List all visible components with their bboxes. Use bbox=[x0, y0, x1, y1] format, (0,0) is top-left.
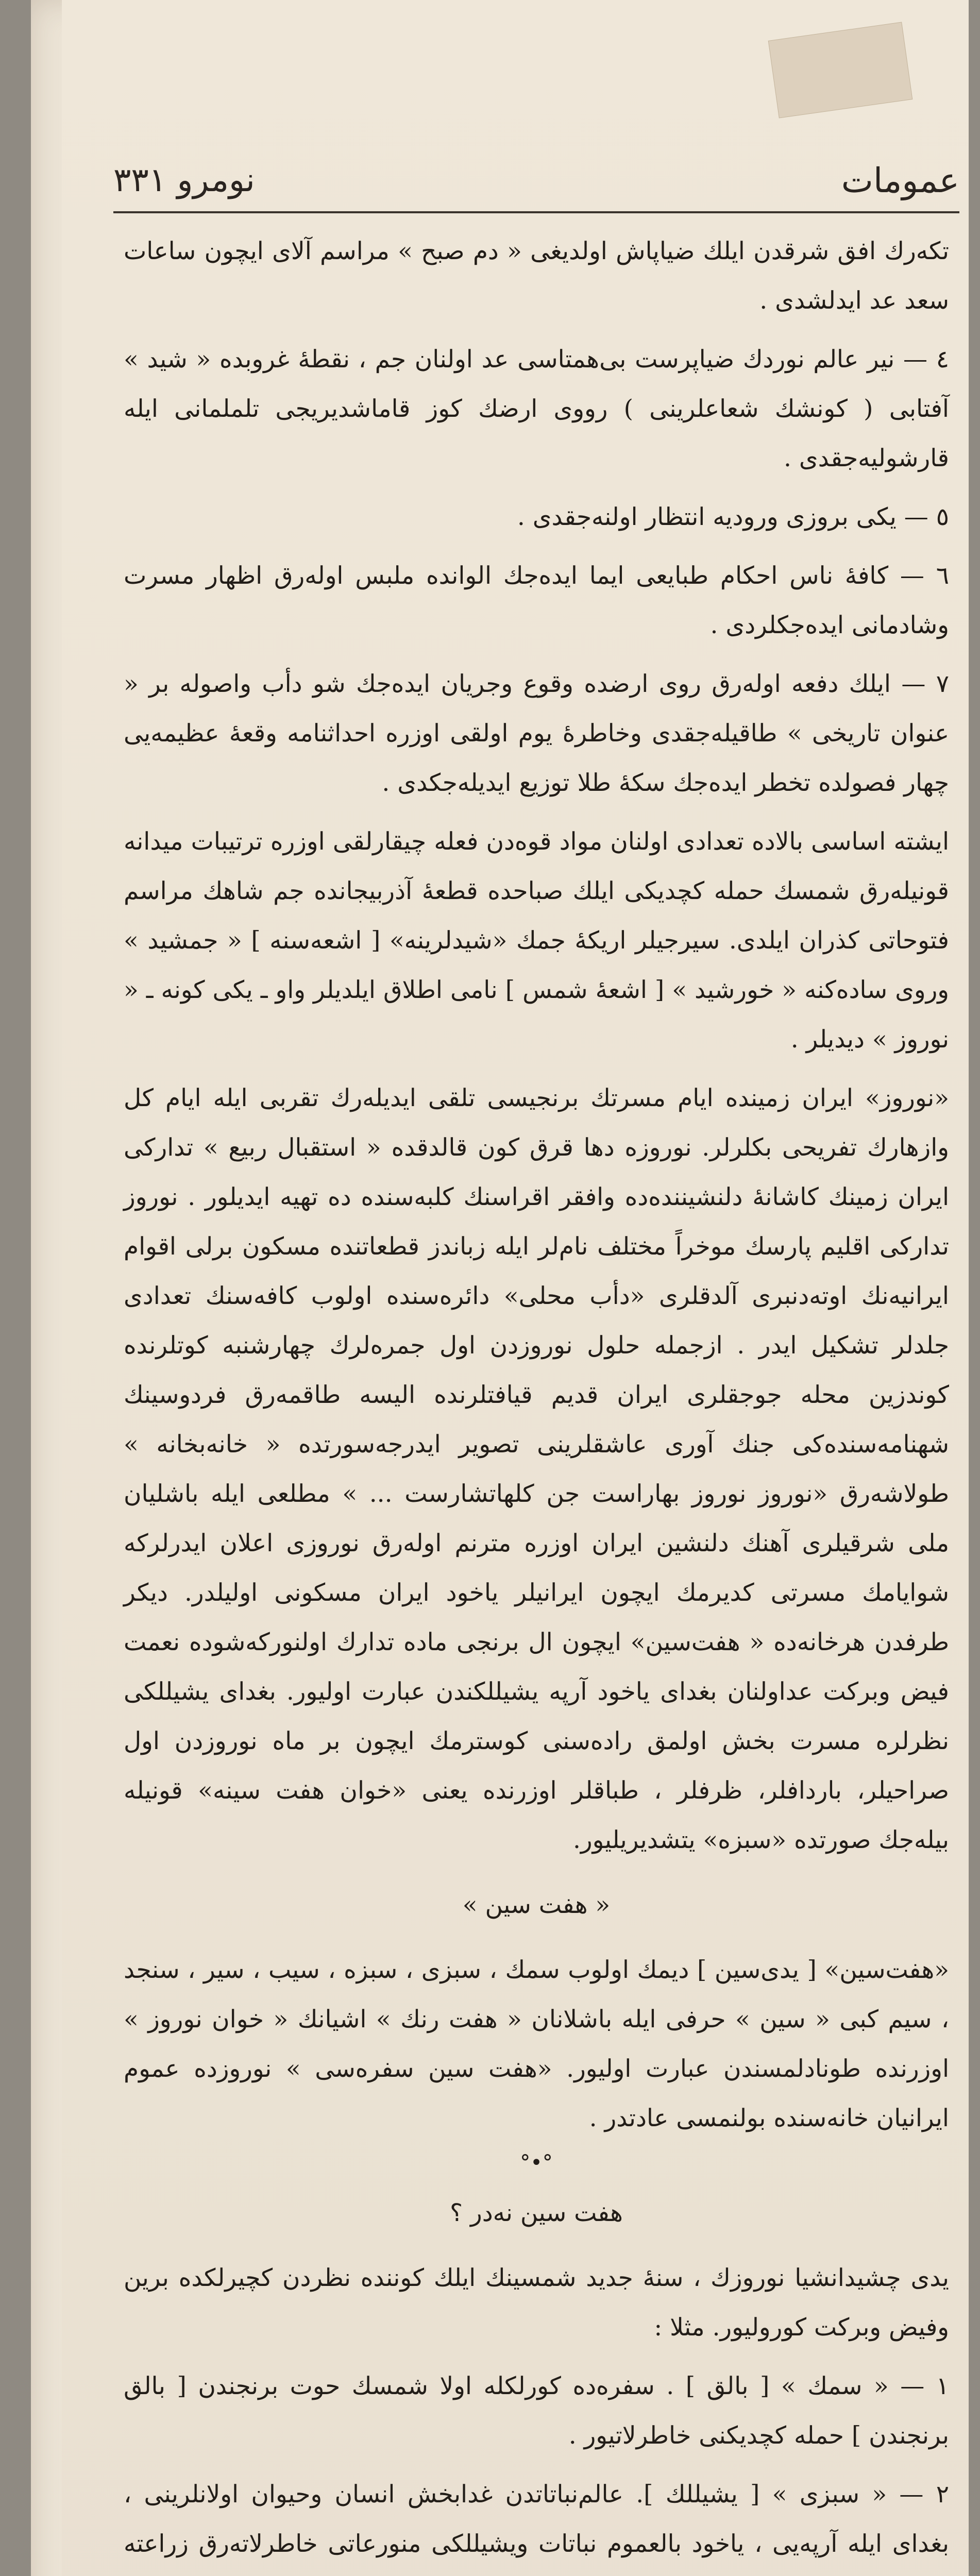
ornament-divider: °•° bbox=[520, 2151, 553, 2175]
paragraph: «هفت‌سین» [ یدی‌سین ] دیمك اولوب سمك ، سبزی ، سبزه ، سیب ، سیر ، سنجد ، سیم کبی « سین » حرفی ایله باشلانان « هفت رنك » اشیانك « خوان نوروز » اوزرنده طونادلمسندن عبارت اولیور. «هفت سین سفره‌سی » نوروزده عموم ایرانیان خانه‌سنده بولنمسی عادتدر . bbox=[124, 1956, 949, 2132]
paragraph: ٥ — یکی بروزی وروديه انتظار اولنه‌جقدی . bbox=[517, 503, 949, 531]
paragraph: ٤ — نیر عالم نوردك ضیاپرست بی‌همتاسی عد اولنان جم ، نقطهٔ غروبده « شید » آفتابی ( کونشك شعاعلرینی ) رووی ارضك کوز قاماشدیریجی تلملمانی ایله قارشولیه‌جقدی . bbox=[124, 345, 949, 472]
paragraph: یدی چشیدانشیا نوروزك ، سنهٔ جدید شمسینك ایلك کوننده نظردن کچیرلکده برین وفیض وبرکت کوروليور. مثلا : bbox=[124, 2264, 949, 2342]
page-header bbox=[113, 155, 959, 206]
paragraph: ٧ — ایلك دفعه اوله‌رق روی ارضده وقوع وجریان ایده‌جك شو دأب واصوله بر « عنوان تاریخی » طاقیله‌جقدی وخاطرهٔ یوم اولقی اوزره احداثنامه وقعهٔ عظیمه‌یی چهار فصولده تخطر ایده‌جك سکهٔ طلا توزیع ایدیله‌جکدی . bbox=[124, 670, 949, 797]
list-item: ١ — « سمك » [ بالق ] . سفره‌ده کورلکله اولا شمسك حوت برنجندن [ بالق برنجندن ] حمله کچدیکنی خاطرلاتیور . bbox=[124, 2372, 949, 2450]
paragraph: ٦ — کافهٔ ناس احکام طبایعی ایما ایده‌جك الوانده ملبس اوله‌رق اظهار مسرت وشادمانی ایده‌جکلردی . bbox=[124, 562, 949, 639]
article-body bbox=[124, 227, 949, 2576]
paragraph: تکه‌رك افق شرقدن ایلك ضیاپاش اولدیغی « دم صبح » مراسم آلای ایچون ساعات سعد عد ایدلشدی . bbox=[124, 237, 949, 315]
header-rule bbox=[113, 211, 959, 213]
section-title: عمومات bbox=[841, 160, 959, 200]
paragraph: «نوروز» ایران زمینده ایام مسرتك برنجیسی تلقی ایدیله‌رك تقربی ایله ایام کل وازهارك تفریحی بکلرلر. نوروزه دها قرق کون قالدقده « استقبال ربیع » تدارکی ایران زمینك کاشانهٔ دلنشیننده‌ده وافقر اقراسنك کلبه‌سنده ده تهیه ایدیلور . نوروز تدارکی اقلیم پارسك موخراً مختلف نام‌لر ایله زباندز قطعاتنده مسکون برلی اقوام ایرانیه‌نك اوته‌دنبری آلدقلری «دأب محلی» دائره‌سنده اولوب کافه‌سنك تعدادی جلدلر تشکیل ایدر . ازجمله حلول نوروزدن اول جمره‌لرك چهارشنبه کوتلرنده کوندزین محله جوجقلری ایران قدیم قیافتلرنده الیسه طاقمه‌رق فردوسینك شهنامه‌سنده‌کی جنك آوری عاشقلرینی تصویر ایدرجه‌سورتده « خانه‌بخانه » طولاشه‌رق «نوروز نوروز بهاراست جن کلهاتشارست ... » مطلعی ایله باشلیان ملی شرقیلری آهنك دلنشین ایران اوزره مترنم اوله‌رق نوروزی اعلان ایدرلرکه شوایامك مسرتی کدیرمك ایچون ایرانیلر یاخود ایران مسکونی اولیلدر. دیکر طرفدن هرخانه‌ده « هفت‌سین» ایچون ال برنجی ماده تدارك اولنورکه‌شوده نعمت فیض وبرکت عداولنان بغدای یاخود آرپه یشیللکندن عبارت اولیور. بغدای یشیللکی نظرلره مسرت بخش اولمق راده‌سنی کوسترمك ایچون بر ماه نوروزدن اول صراحیلر، باردافلر، ظرفلر ، طباقلر اوزرنده یعنی «خوان هفت سینه» قونیله بیله‌جك صورتده «سبزه» یتشدیریلیور. bbox=[124, 1084, 949, 1854]
section-subheading: « هفت سین » bbox=[462, 1891, 611, 1919]
list-item: ٢ — « سبزی » [ یشیللك ]. عالم‌نباتاتدن غدابخش انسان وحیوان اولانلرینی ، بغدای ایله آرپه‌یی ، یاخود بالعموم نباتات ویشیللکی منورعاتی خاطرلاته‌رق زراعته bbox=[124, 2480, 949, 2558]
issue-number: نومرو ٣٣١ bbox=[113, 161, 255, 199]
paragraph: ایشته اساسی بالاده تعدادی اولنان مواد قوه‌دن فعله چیقارلقی اوزره ترتیبات میدانه قونیله‌رق شمسك حمله کچدیکی ایلك صباحده قطعهٔ آذربیجانده جم شاهك مراسم فتوحاتی کذران ایلدی. سیرجیلر اریکهٔ جمك «شیدلرینه» [ اشعه‌سنه ] « جمشید » وروی ساده‌کنه « خورشید » [ اشعهٔ شمس ] نامی اطلاق ایلدیلر واو ـ یکی کونه ـ « نوروز » دیدیلر . bbox=[124, 827, 949, 1054]
question-heading: هفت سین نه‌در ؟ bbox=[450, 2199, 623, 2227]
